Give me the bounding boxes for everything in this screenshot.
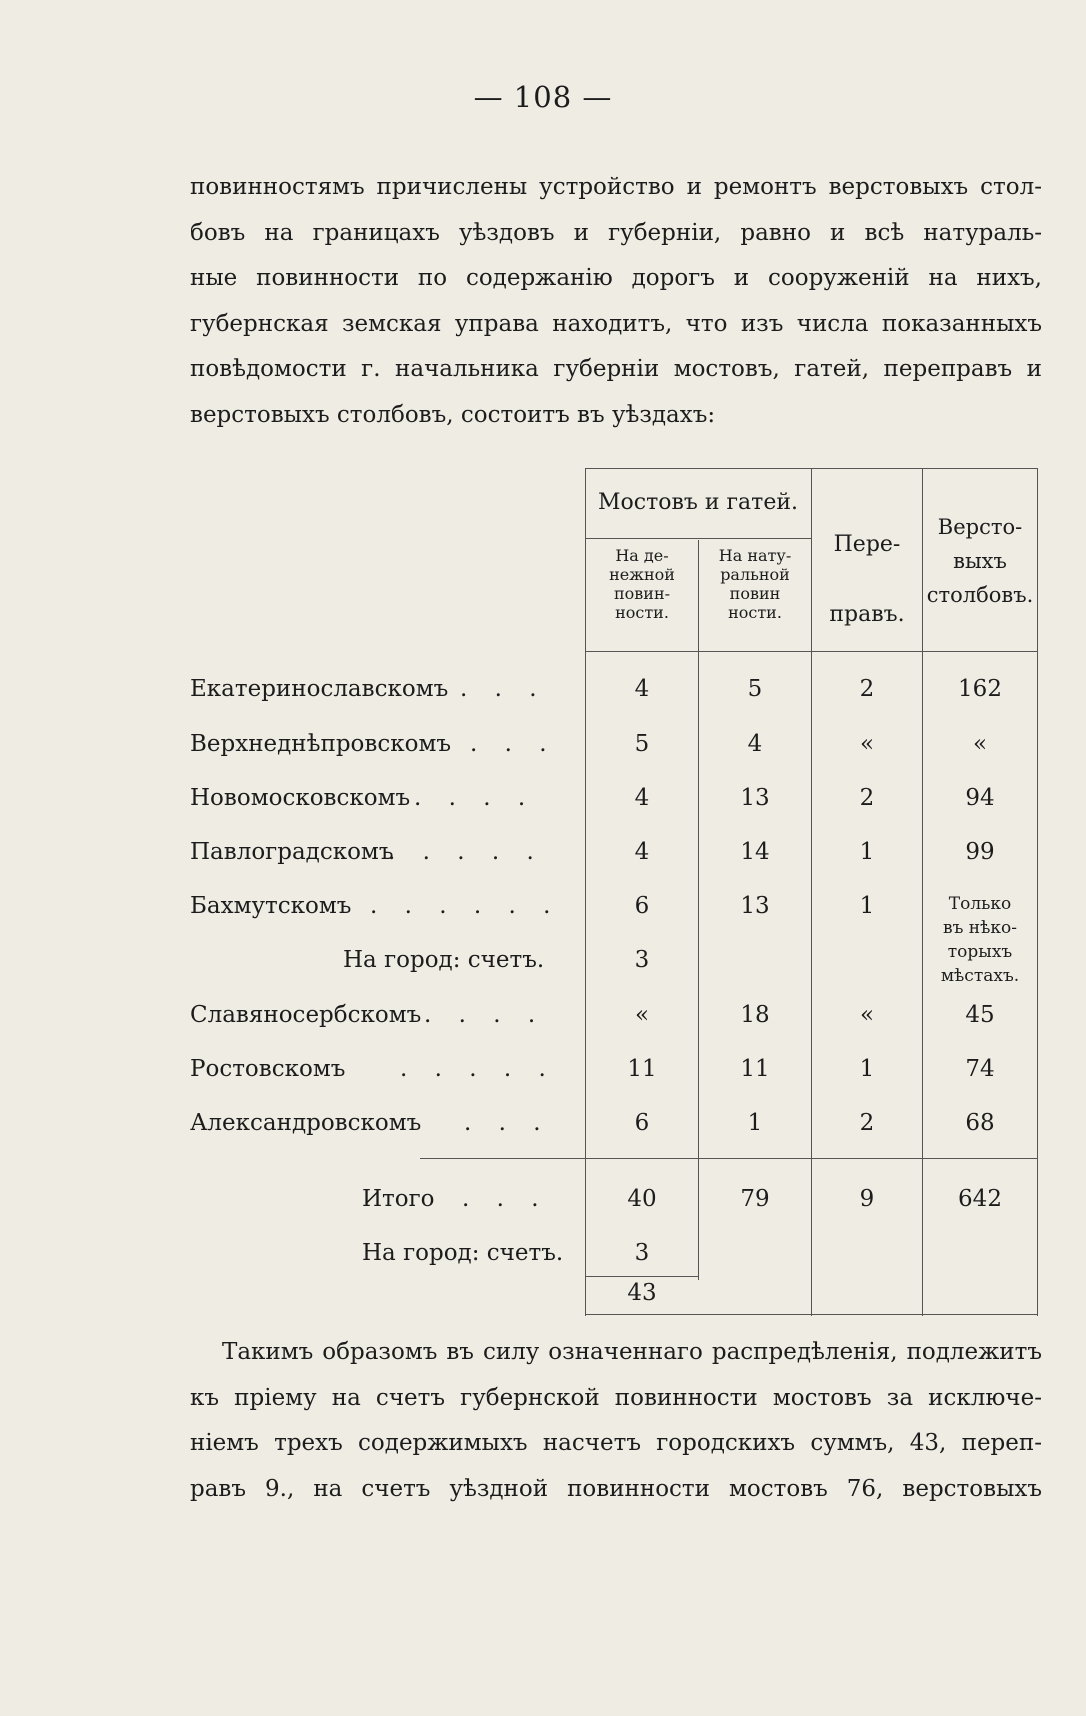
cell-posts-note — [923, 892, 1037, 988]
header-text: столбовъ. — [926, 583, 1034, 607]
cell-nature: 11 — [740, 1056, 770, 1082]
cell-nature: 4 — [747, 731, 763, 757]
city-money: 3 — [634, 1240, 650, 1266]
cell-posts: 45 — [965, 1002, 995, 1028]
row-label: Александровскомъ — [190, 1110, 422, 1136]
intro-paragraph — [190, 165, 1042, 438]
row-label: Новомосковскомъ — [190, 785, 411, 811]
cell-money: 4 — [634, 676, 650, 702]
cell-nature: 13 — [740, 893, 770, 919]
row-dots: . . . — [464, 1110, 551, 1136]
row-label-city: На город: счетъ. — [343, 947, 545, 973]
total-crossings: 9 — [859, 1186, 875, 1212]
cell-crossings: « — [859, 1002, 875, 1028]
closing-paragraph — [190, 1330, 1042, 1512]
note-text: торыхъ — [947, 942, 1013, 962]
table-rule — [585, 538, 811, 539]
cell-crossings: 2 — [859, 785, 875, 811]
cell-nature: 1 — [747, 1110, 763, 1136]
row-label: Верхнеднѣпровскомъ — [190, 731, 451, 757]
header-text: Пере- — [833, 532, 901, 557]
row-dots: . . . . — [424, 1002, 546, 1028]
cell-posts: 162 — [958, 676, 1002, 702]
total-label: Итого — [362, 1186, 435, 1212]
header-money-duty — [586, 546, 698, 622]
header-crossings — [812, 510, 922, 650]
row-label: Бахмутскомъ — [190, 893, 352, 919]
table-rule — [420, 1158, 1038, 1159]
cell-nature: 5 — [747, 676, 763, 702]
cell-crossings: 1 — [859, 1056, 875, 1082]
intro-line: повинностямъ причислены устройство и ремонтъ верстовыхъ стол- — [190, 174, 1042, 200]
cell-crossings: « — [859, 731, 875, 757]
header-nature-duty — [699, 546, 811, 622]
row-dots: . . . — [470, 731, 557, 757]
cell-posts: 74 — [965, 1056, 995, 1082]
row-dots: . . . . . — [388, 839, 544, 865]
cell-posts: 99 — [965, 839, 995, 865]
cell-nature: 14 — [740, 839, 770, 865]
cell-money: 6 — [634, 1110, 650, 1136]
header-text: На нату- — [718, 546, 792, 565]
cell-crossings: 2 — [859, 1110, 875, 1136]
row-dots: . . . — [460, 676, 547, 702]
cell-money: 5 — [634, 731, 650, 757]
intro-line: ные повинности по содержанію дорогъ и сооруженій на нихъ, — [190, 265, 1042, 291]
cell-posts: « — [972, 731, 988, 757]
intro-line: бовъ на границахъ уѣздовъ и губерніи, равно и всѣ натураль- — [190, 219, 1042, 246]
total-dots: . . . — [462, 1186, 549, 1212]
note-text: въ нѣко- — [943, 918, 1017, 938]
header-text: Версто- — [937, 515, 1023, 539]
cell-nature: 13 — [740, 785, 770, 811]
table-rule — [585, 1276, 698, 1277]
table-rule — [585, 1314, 1038, 1315]
header-posts — [923, 510, 1037, 612]
cell-crossings: 1 — [859, 839, 875, 865]
cell-posts: 94 — [965, 785, 995, 811]
header-text: ральной — [720, 565, 790, 584]
header-text: На де- — [615, 546, 669, 565]
row-label: Павлоградскомъ — [190, 839, 394, 865]
total-nature: 79 — [740, 1186, 770, 1212]
header-text: правъ. — [829, 602, 905, 627]
cell-money: 4 — [634, 785, 650, 811]
cell-nature: 18 — [740, 1002, 770, 1028]
closing-line: Такимъ образомъ въ силу означеннаго распредѣленія, подлежитъ — [222, 1339, 1042, 1365]
table-rule — [585, 651, 1038, 652]
cell-money: « — [634, 1002, 650, 1028]
row-label: Екатеринославскомъ — [190, 676, 449, 702]
row-dots: . . . . . — [400, 1056, 556, 1082]
intro-line: верстовыхъ столбовъ, состоитъ въ уѣздахъ: — [190, 401, 716, 428]
row-label: Ростовскомъ — [190, 1056, 346, 1082]
header-text: выхъ — [953, 549, 1007, 573]
total-money: 40 — [627, 1186, 657, 1212]
cell-money: 11 — [627, 1056, 657, 1082]
grand-total-money: 43 — [627, 1280, 657, 1306]
header-text: повин — [729, 584, 781, 603]
page-number: — 108 — — [473, 80, 613, 114]
header-text: ности. — [728, 603, 782, 622]
intro-line: повѣдомости г. начальника губерніи мостовъ, гатей, переправъ и — [190, 356, 1042, 382]
city-label: На город: счетъ. — [362, 1240, 564, 1266]
closing-line: ніемъ трехъ содержимыхъ насчетъ городскихъ суммъ, 43, переп- — [190, 1430, 1042, 1456]
intro-line: губернская земская управа находитъ, что изъ числа показанныхъ — [190, 310, 1042, 337]
row-dots: . . . . — [414, 785, 536, 811]
header-text: ности. — [615, 603, 669, 622]
table-rule — [585, 468, 1038, 469]
total-posts: 642 — [958, 1186, 1002, 1212]
header-bridges: Мостовъ и гатей. — [597, 490, 799, 515]
row-label: Славяносербскомъ — [190, 1002, 422, 1028]
note-text: мѣстахъ. — [940, 966, 1020, 986]
note-text: Только — [948, 894, 1012, 914]
cell-money: 6 — [634, 893, 650, 919]
table-rule — [1037, 468, 1038, 1316]
closing-line: равъ 9., на счетъ уѣздной повинности мостовъ 76, верстовыхъ — [190, 1475, 1042, 1502]
cell-crossings: 2 — [859, 676, 875, 702]
cell-money: 3 — [634, 947, 650, 973]
header-text: повин- — [613, 584, 671, 603]
cell-money: 4 — [634, 839, 650, 865]
closing-line: къ пріему на счетъ губернской повинности мостовъ за исключе- — [190, 1384, 1042, 1411]
row-dots: . . . . . . — [370, 893, 561, 919]
cell-crossings: 1 — [859, 893, 875, 919]
cell-posts: 68 — [965, 1110, 995, 1136]
header-text: нежной — [609, 565, 675, 584]
